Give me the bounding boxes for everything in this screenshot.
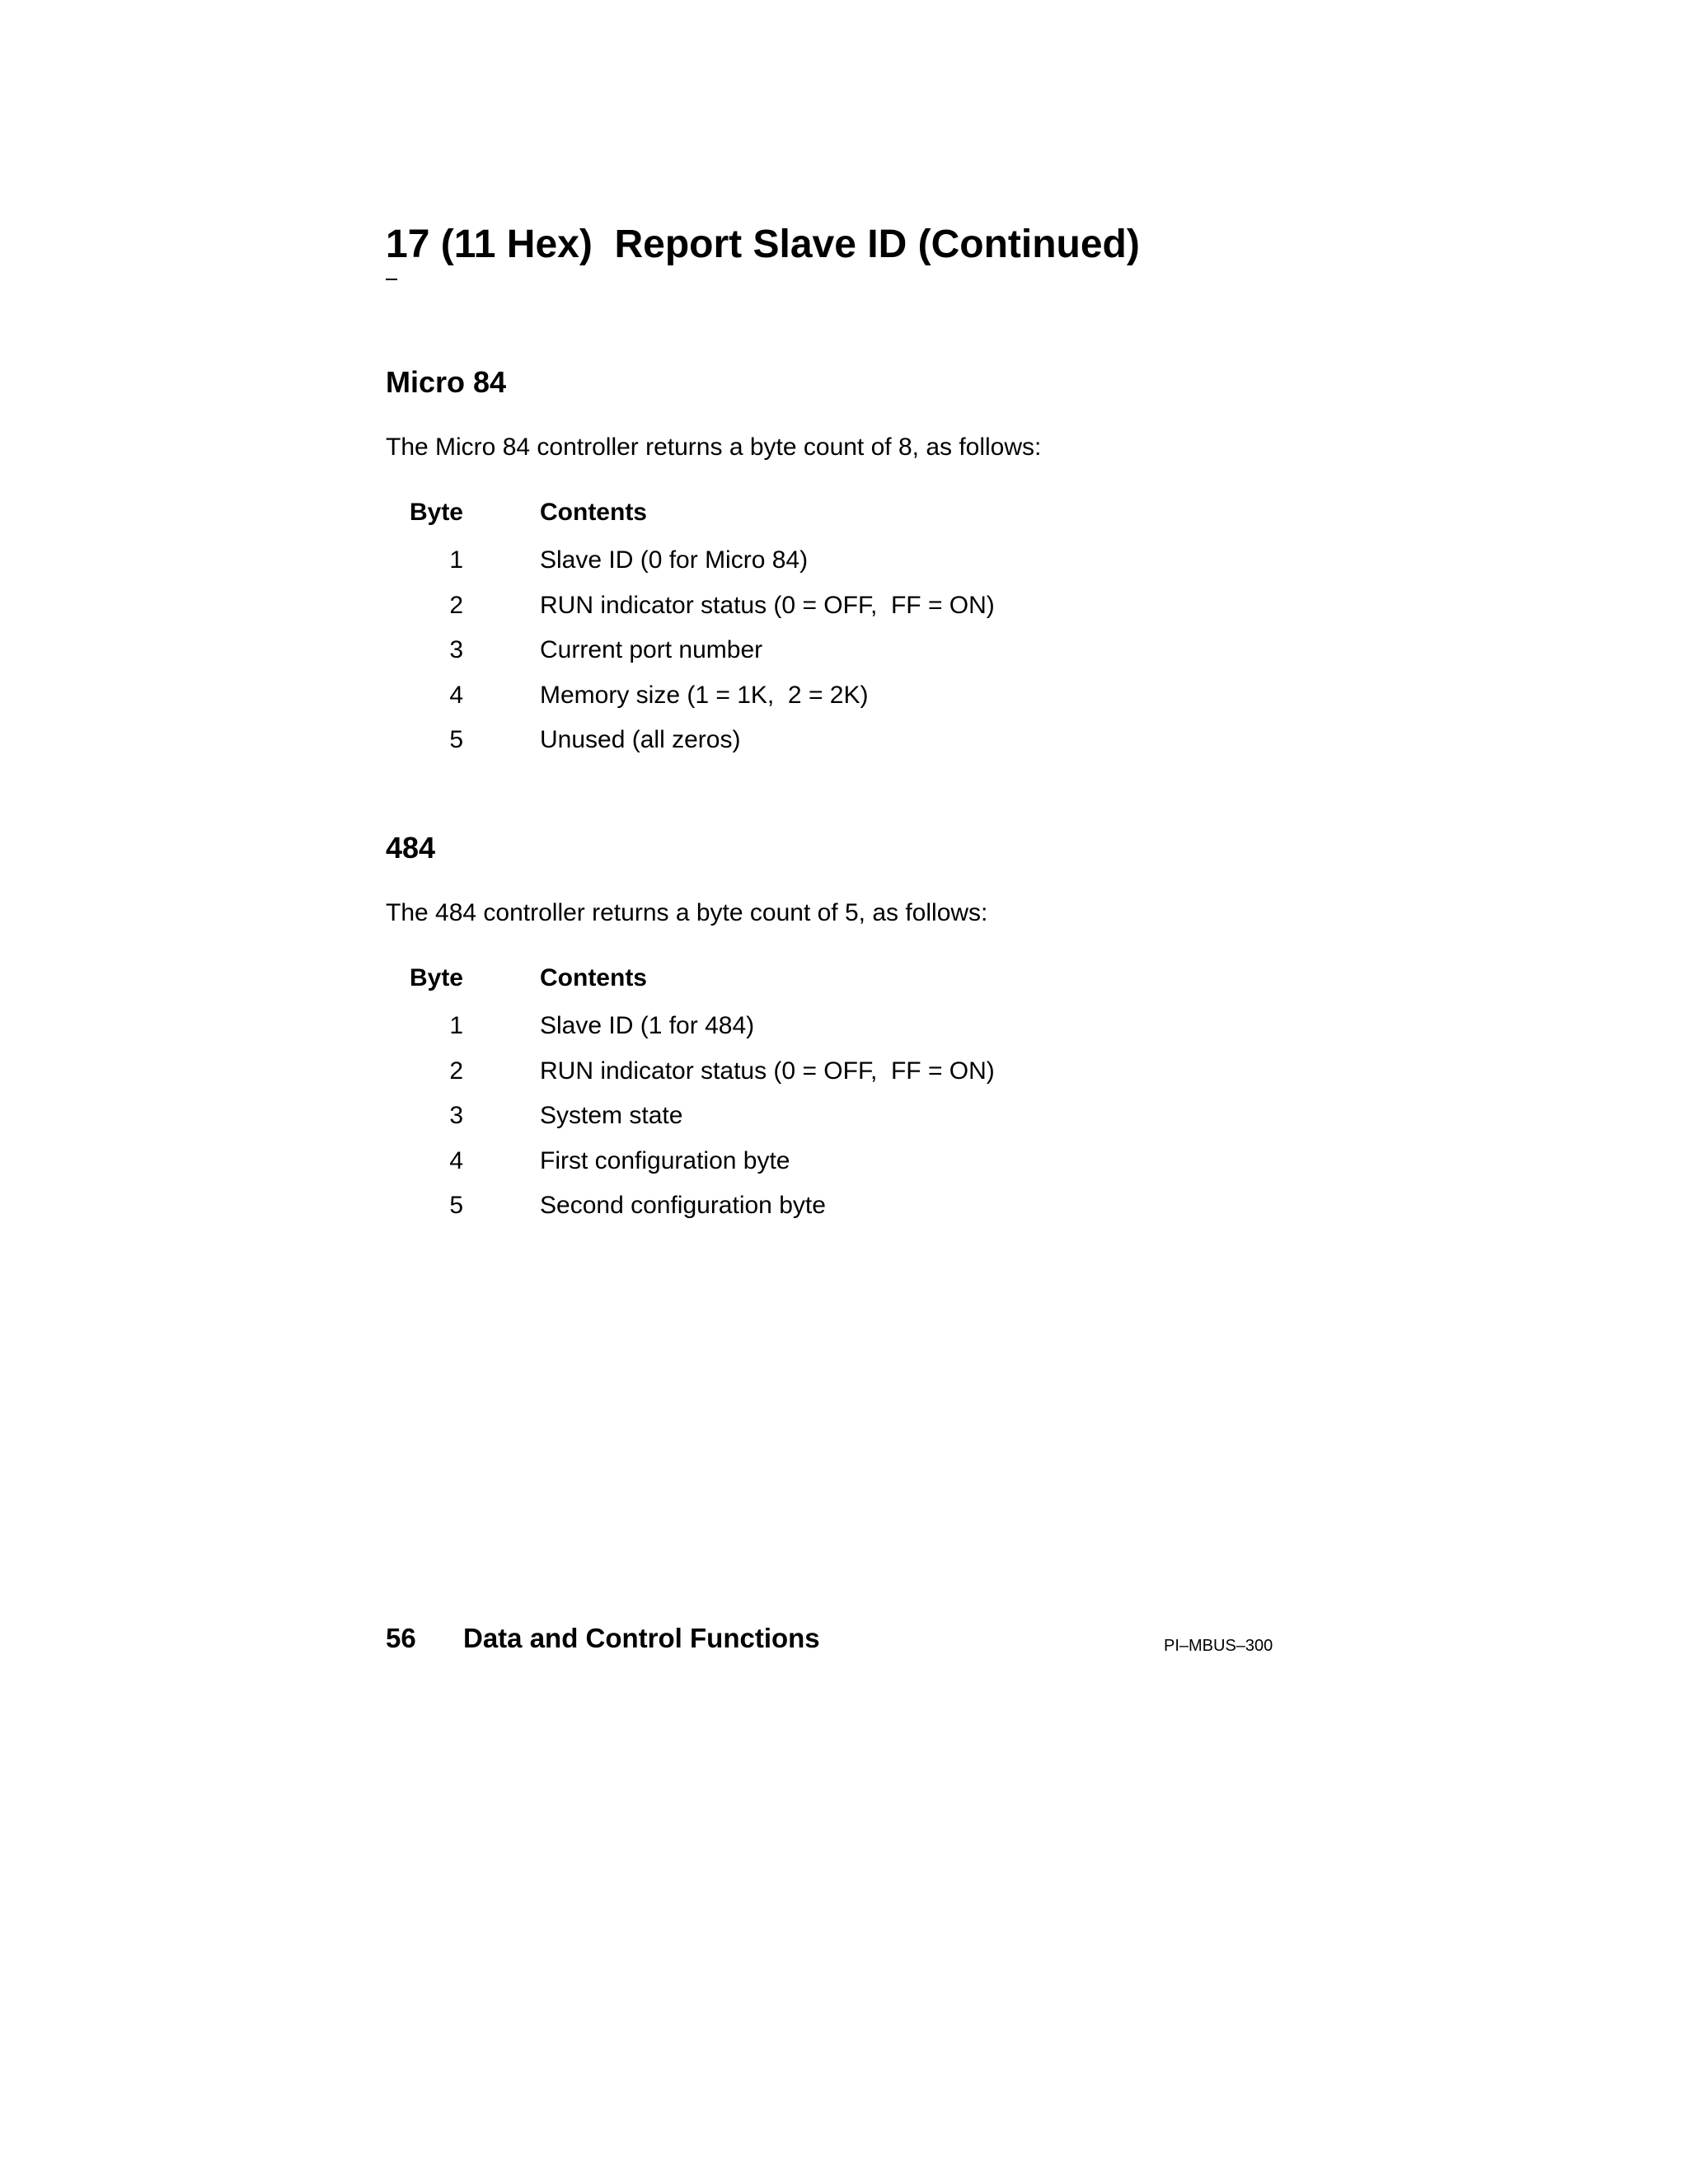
byte-contents: Slave ID (1 for 484) [540,1012,755,1039]
table-row [386,1011,1128,1057]
byte-contents: Memory size (1 = 1K, 2 = 2K) [540,681,869,709]
byte-contents: Slave ID (0 for Micro 84) [540,546,809,574]
byte-number: 5 [449,1192,463,1219]
byte-number: 1 [449,1012,463,1039]
footer-document-code: PI–MBUS–300 [1164,1637,1273,1655]
byte-contents: RUN indicator status (0 = OFF, FF = ON) [540,591,995,619]
table-row [386,725,1128,771]
table-header-row [386,963,1128,1011]
page-title: 17 (11 Hex) Report Slave ID (Continued) [386,223,1140,266]
byte-table-micro-84 [386,498,1128,771]
byte-number: 4 [449,681,463,709]
section-heading-micro-84: Micro 84 [386,365,507,399]
section-intro-micro-84: The Micro 84 controller returns a byte count of 8, as follows: [386,434,1042,461]
footer-page-number: 56 [386,1623,416,1653]
byte-number: 1 [449,546,463,574]
column-header-byte: Byte [409,964,463,991]
footer-section-title: Data and Control Functions [463,1623,820,1653]
table-row [386,1146,1128,1192]
section-heading-484: 484 [386,831,436,865]
table-row [386,1191,1128,1236]
table-header-row [386,498,1128,546]
table-row [386,1057,1128,1102]
byte-number: 5 [449,726,463,753]
table-row [386,591,1128,636]
byte-table-484 [386,963,1128,1236]
byte-contents: RUN indicator status (0 = OFF, FF = ON) [540,1057,995,1085]
title-underline-mark [386,279,397,280]
table-row [386,546,1128,591]
byte-number: 4 [449,1146,463,1174]
byte-number: 2 [449,591,463,619]
table-row [386,635,1128,681]
byte-contents: First configuration byte [540,1146,790,1174]
table-row [386,681,1128,726]
byte-number: 2 [449,1057,463,1085]
byte-number: 3 [449,636,463,663]
table-row [386,1101,1128,1146]
section-intro-484: The 484 controller returns a byte count of 5, as follows: [386,899,988,926]
column-header-contents: Contents [540,964,647,991]
byte-contents: Unused (all zeros) [540,726,741,753]
byte-number: 3 [449,1102,463,1129]
byte-contents: System state [540,1102,683,1129]
byte-contents: Current port number [540,636,763,663]
byte-contents: Second configuration byte [540,1192,826,1219]
column-header-byte: Byte [409,499,463,526]
column-header-contents: Contents [540,499,647,526]
